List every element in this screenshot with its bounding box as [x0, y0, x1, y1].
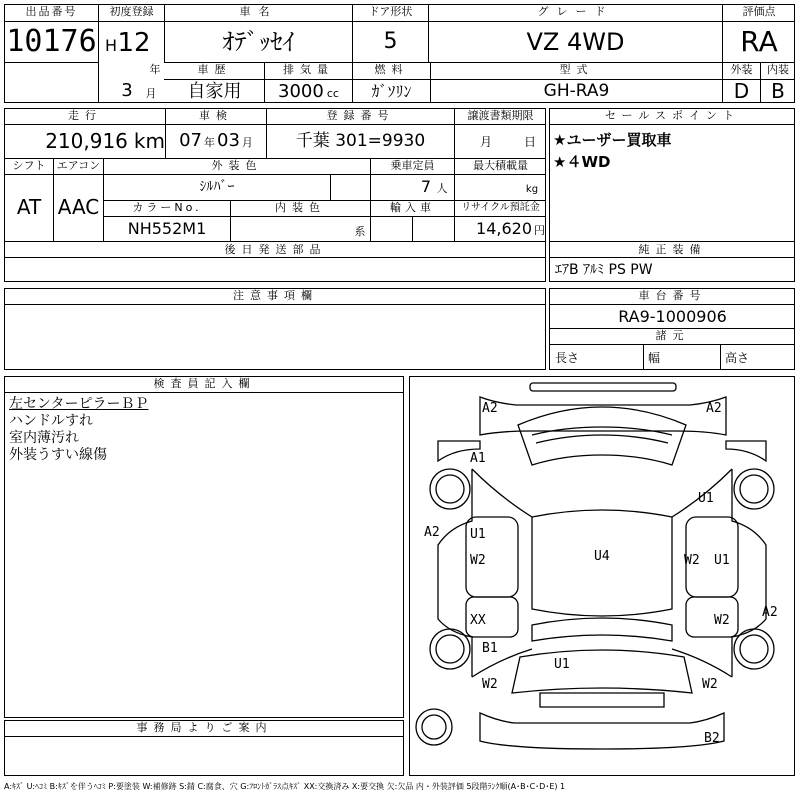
inspector-notes: [9, 396, 148, 464]
map-mark-w2-right-front-door: W2: [684, 553, 700, 568]
sales-points-box: [549, 108, 795, 242]
grade-value: VZ 4WD: [526, 28, 625, 56]
first-reg-era: H: [104, 36, 118, 55]
interior-value: B: [771, 80, 785, 103]
recycle-value: [455, 218, 547, 242]
score-label: 評価点: [742, 5, 776, 18]
recycle-label: リサイクル預託金: [461, 202, 540, 213]
color-no-label: カラーNo.: [132, 201, 202, 214]
inspector-label: 検査員記入欄: [153, 377, 256, 390]
map-mark-b1-left-rear: B1: [482, 641, 498, 656]
inspection-month: 03: [217, 130, 240, 151]
fuel-label: 燃料: [374, 63, 409, 76]
lot-no-label: 出品番号: [25, 5, 78, 18]
first-reg-year: 12: [117, 28, 151, 58]
map-mark-u4-roof: U4: [594, 549, 610, 564]
car-name-label: 車名: [239, 5, 278, 18]
capacity-value: 7: [420, 177, 431, 196]
map-mark-a1-left-fender: A1: [470, 451, 486, 466]
car-diagram: [410, 377, 794, 775]
map-mark-a2-right-side: A2: [762, 605, 778, 620]
map-mark-w2-right-rear-door: W2: [714, 613, 730, 628]
inspection-value: [166, 127, 266, 157]
dims-label: 諸元: [655, 329, 690, 342]
reg-no-value: 千葉 301=9930: [295, 131, 426, 151]
chassis-label: 車台番号: [638, 289, 707, 302]
sales-point-1: ★ユーザー買取車: [553, 131, 672, 149]
mileage-value: [5, 127, 169, 155]
ext-color-value: ｼﾙﾊﾞｰ: [199, 179, 235, 195]
office-label: 事務局よりご案内: [136, 721, 273, 734]
first-reg-month-unit: 月: [145, 87, 157, 100]
condition-map: [409, 376, 795, 776]
inspection-year: 07: [179, 130, 202, 151]
exterior-label: 外装: [730, 63, 753, 76]
map-mark-u1-rear-hatch: U1: [554, 657, 570, 672]
max-load-unit: kg: [525, 184, 539, 195]
genuine-equip-value: ｴｱB ｱﾙﾐ PS PW: [555, 262, 653, 278]
dims-length: 長さ: [555, 351, 580, 365]
map-mark-u1-right-front-door: U1: [714, 553, 730, 568]
transfer-month-unit: 月: [479, 135, 492, 149]
map-mark-b2-rear-bumper: B2: [704, 731, 720, 746]
map-mark-a2-front-right: A2: [706, 401, 722, 416]
ext-color-label: 外装色: [211, 159, 263, 172]
lot-no-value: 10176: [6, 24, 97, 59]
legend-text: A:ｷｽﾞ U:ﾍｺﾐ B:ｷｽﾞを伴うﾍｺﾐ P:要塗装 W:補修跡 S:錆 C:腐食、穴 G:ﾌﾛﾝﾄｶﾞﾗｽ点ｷｽﾞ XX:交換済み X:要交換 欠:欠品 内・外装評価 5段階ﾗﾝｸ順(A･B･C･D･E) 1: [4, 782, 566, 791]
notes-label: 注意事項欄: [233, 289, 318, 302]
transfer-label: 譲渡書類期限: [467, 109, 534, 122]
capacity-label: 乗車定員: [390, 159, 435, 172]
inspector-note-1: 左センターピラーＢＰ: [9, 396, 149, 412]
map-mark-a2-left-side: A2: [424, 525, 440, 540]
inspector-note-2: ハンドルすれ: [9, 413, 93, 429]
model-value: GH-RA9: [543, 81, 610, 101]
chassis-value: RA9-1000906: [618, 307, 727, 326]
interior-label: 内装: [767, 63, 789, 76]
inspection-year-unit: 年: [204, 136, 215, 149]
exterior-value: D: [733, 80, 750, 103]
history-value: 自家用: [187, 81, 242, 102]
inspector-note-4: 外装うすい線傷: [9, 447, 107, 463]
grade-label: グレード: [537, 5, 614, 18]
aircon-label: エアコン: [56, 159, 101, 172]
later-parts-label: 後日発送部品: [224, 243, 327, 256]
displacement-unit: cc: [326, 87, 339, 100]
recycle-unit: 円: [534, 224, 545, 237]
map-mark-a2-front-left: A2: [482, 401, 498, 416]
shift-label: シフト: [12, 159, 46, 172]
mileage-label: 走行: [68, 109, 102, 122]
color-no-value: NH552M1: [127, 219, 207, 238]
int-color-label: 内装色: [275, 201, 326, 214]
inspector-note-3: 室内薄汚れ: [9, 430, 79, 446]
dims-width: 幅: [648, 351, 661, 365]
map-mark-w2-left-front-door: W2: [470, 553, 486, 568]
max-load-label: 最大積載量: [473, 159, 528, 172]
doors-label: ドア形状: [368, 5, 413, 18]
transfer-day-unit: 日: [523, 135, 536, 149]
mileage-unit: km: [133, 129, 165, 153]
fuel-value: ｶﾞｿﾘﾝ: [371, 82, 412, 101]
dims-height: 高さ: [725, 351, 750, 365]
aircon-value: AAC: [57, 195, 100, 219]
sales-points-label: セールスポイント: [604, 109, 740, 122]
map-mark-w2-left-rear: W2: [482, 677, 498, 692]
score-value: RA: [740, 25, 778, 58]
first-reg-year-unit: 年: [149, 63, 161, 76]
int-color-unit: 系: [354, 225, 366, 238]
displacement-label: 排気量: [283, 63, 334, 76]
first-reg-month: 3: [121, 80, 133, 101]
import-label: 輸入車: [390, 201, 435, 214]
displacement-value: [265, 80, 352, 105]
shift-value: AT: [16, 195, 42, 219]
car-name-value: ｵﾃﾞｯｾｲ: [222, 28, 295, 56]
model-label: 型式: [559, 63, 594, 76]
reg-no-label: 登録番号: [326, 109, 395, 122]
map-mark-xx-left-pillar: XX: [470, 613, 486, 628]
first-reg-label: 初度登録: [109, 5, 154, 18]
sales-point-2: ★４WD: [553, 153, 611, 171]
genuine-equip-label: 純正装備: [638, 243, 707, 256]
map-mark-u1-left-front-door: U1: [470, 527, 486, 542]
doors-value: 5: [383, 29, 398, 54]
map-mark-u1-right-fender: U1: [698, 491, 714, 506]
capacity-unit: 人: [436, 182, 448, 195]
displacement-number: 3000: [278, 81, 324, 102]
inspection-month-unit: 月: [241, 136, 253, 149]
inspection-label: 車検: [199, 109, 233, 122]
recycle-number: 14,620: [476, 219, 532, 238]
mileage-number: 210,916: [45, 129, 128, 153]
map-mark-w2-right-rear: W2: [702, 677, 718, 692]
history-label: 車歴: [197, 63, 232, 76]
